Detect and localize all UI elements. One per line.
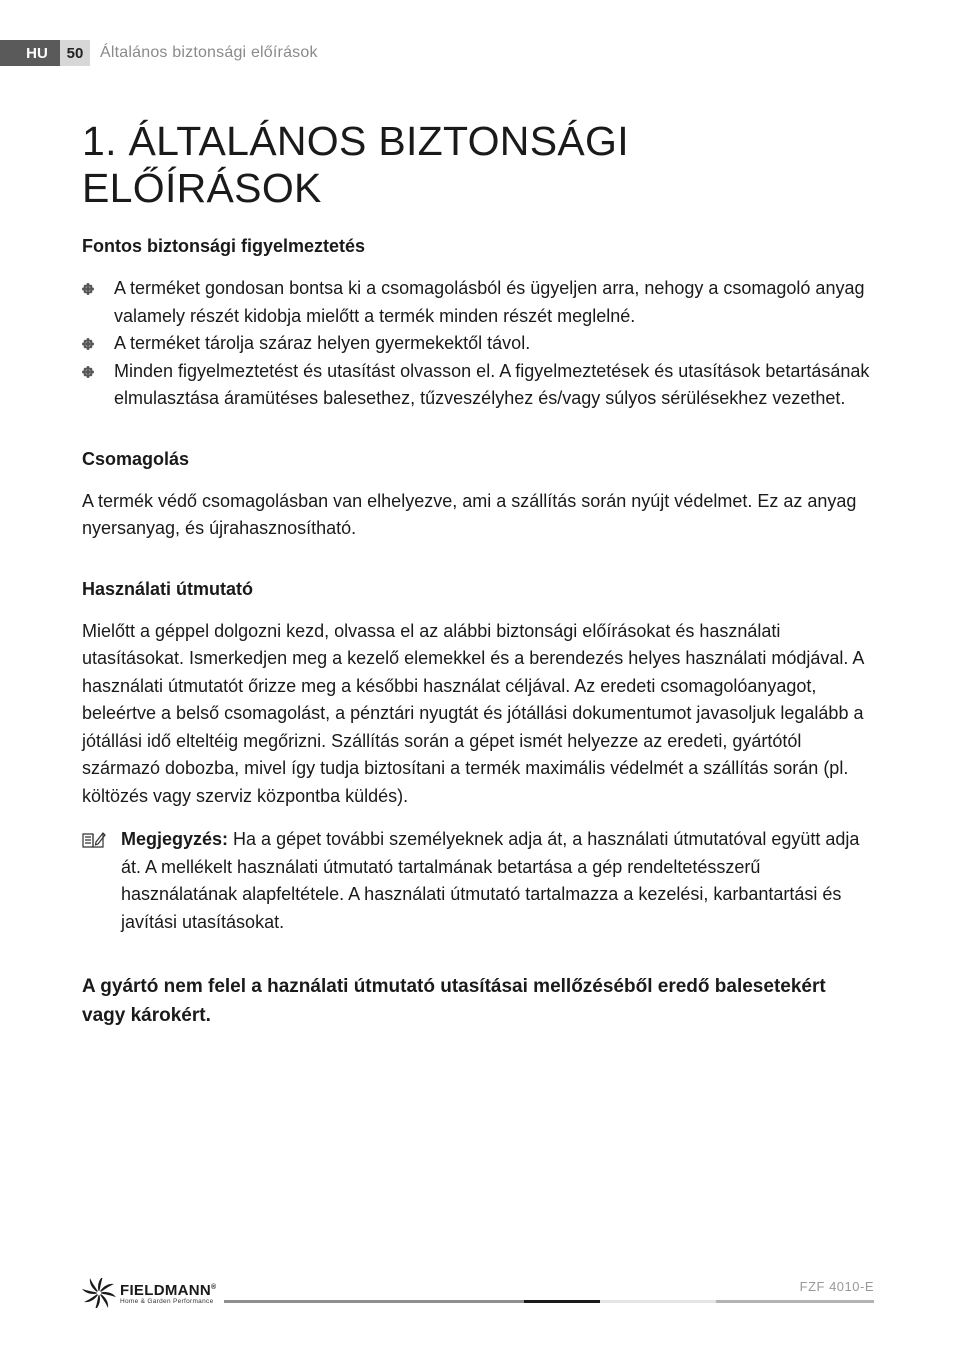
brand-tagline: Home & Garden Performance xyxy=(120,1298,214,1305)
section-heading-manual: Használati útmutató xyxy=(82,578,254,599)
bullet-text: Minden figyelmeztetést és utasítást olvasson el. A figyelmeztetések és utasítások betartásának elmulasztása áramütéses balesethez, tűzveszélyhez és/vagy súlyos sérülésekhez vezethet. xyxy=(114,360,870,408)
flower-bullet-icon xyxy=(82,338,94,350)
book-icon xyxy=(82,831,106,849)
list-item xyxy=(82,358,874,413)
bullet-text: A terméket gondosan bontsa ki a csomagolásból és ügyeljen arra, nehogy a csomagoló anyag valamely részét kidobja mielőtt a termék minden részét meglelné. xyxy=(114,278,865,326)
footer-rule xyxy=(600,1300,716,1303)
trademark-sign: ® xyxy=(211,1284,217,1291)
note-text: Ha a gépet további személyeknek adja át, a használati útmutatóval együtt adja át. A mellékelt használati útmutató tartalmának betartása a gép rendeltetésszerű használatának alapfeltétele. A használati útmutató tartalmazza a kezelési, karbantartási és javítási utasításokat. xyxy=(121,829,860,932)
manufacturer-disclaimer: A gyártó nem felel a haználati útmutató utasításai mellőzéséből eredő balesetekért vagy károkért. xyxy=(82,976,826,1026)
main-title: 1. ÁLTALÁNOS BIZTONSÁGI ELŐÍRÁSOK xyxy=(82,118,629,211)
note-block xyxy=(82,826,874,936)
packaging-paragraph: A termék védő csomagolásban van elhelyezve, ami a szállítás során nyújt védelmet. Ez az anyag nyersanyag, és újrahasznosítható. xyxy=(82,490,857,538)
fan-logo-icon xyxy=(82,1278,116,1308)
list-item xyxy=(82,275,874,330)
section-heading-packaging: Csomagolás xyxy=(82,448,190,469)
safety-bullet-list xyxy=(82,275,874,413)
section-heading-safety: Fontos biztonsági figyelmeztetés xyxy=(82,236,366,256)
fieldmann-logo xyxy=(82,1278,217,1308)
page-footer xyxy=(82,1276,874,1316)
list-item xyxy=(82,330,874,358)
page-header xyxy=(0,40,318,66)
flower-bullet-icon xyxy=(82,366,94,378)
page-number: 50 xyxy=(60,40,90,66)
note-label: Megjegyzés: xyxy=(121,829,229,849)
footer-rule xyxy=(524,1300,600,1303)
header-title: Általános biztonsági előírások xyxy=(100,44,318,61)
page-content xyxy=(82,118,874,1030)
language-badge: HU xyxy=(0,40,60,66)
bullet-text: A terméket tárolja száraz helyen gyermekektől távol. xyxy=(114,333,531,353)
footer-rule xyxy=(716,1300,874,1303)
flower-bullet-icon xyxy=(82,283,94,295)
model-number: FZF 4010-E xyxy=(799,1279,874,1294)
manual-paragraph: Mielőtt a géppel dolgozni kezd, olvassa el az alábbi biztonsági előírásokat és használati utasításokat. Ismerkedjen meg a kezelő elemekkel és a berendezés helyes használati módjával. A használati útmutatót őrizze meg a későbbi használat céljával. Az eredeti csomagolóanyagot, beleértve a belső csomagolást, a pénztári nyugtát és jótállási dokumentumot javasoljuk legalább a jótállási idő elteltéig megőrizni. Szállítás során a gépet ismét helyezze az eredeti, gyártótól származó dobozba, mivel így tudja biztosítani a termék maximális védelmét a szállítás során (pl. költözés vagy szerviz központba küldés). xyxy=(82,620,864,806)
footer-rule xyxy=(224,1300,524,1303)
brand-name: FIELDMANN xyxy=(120,1282,212,1299)
